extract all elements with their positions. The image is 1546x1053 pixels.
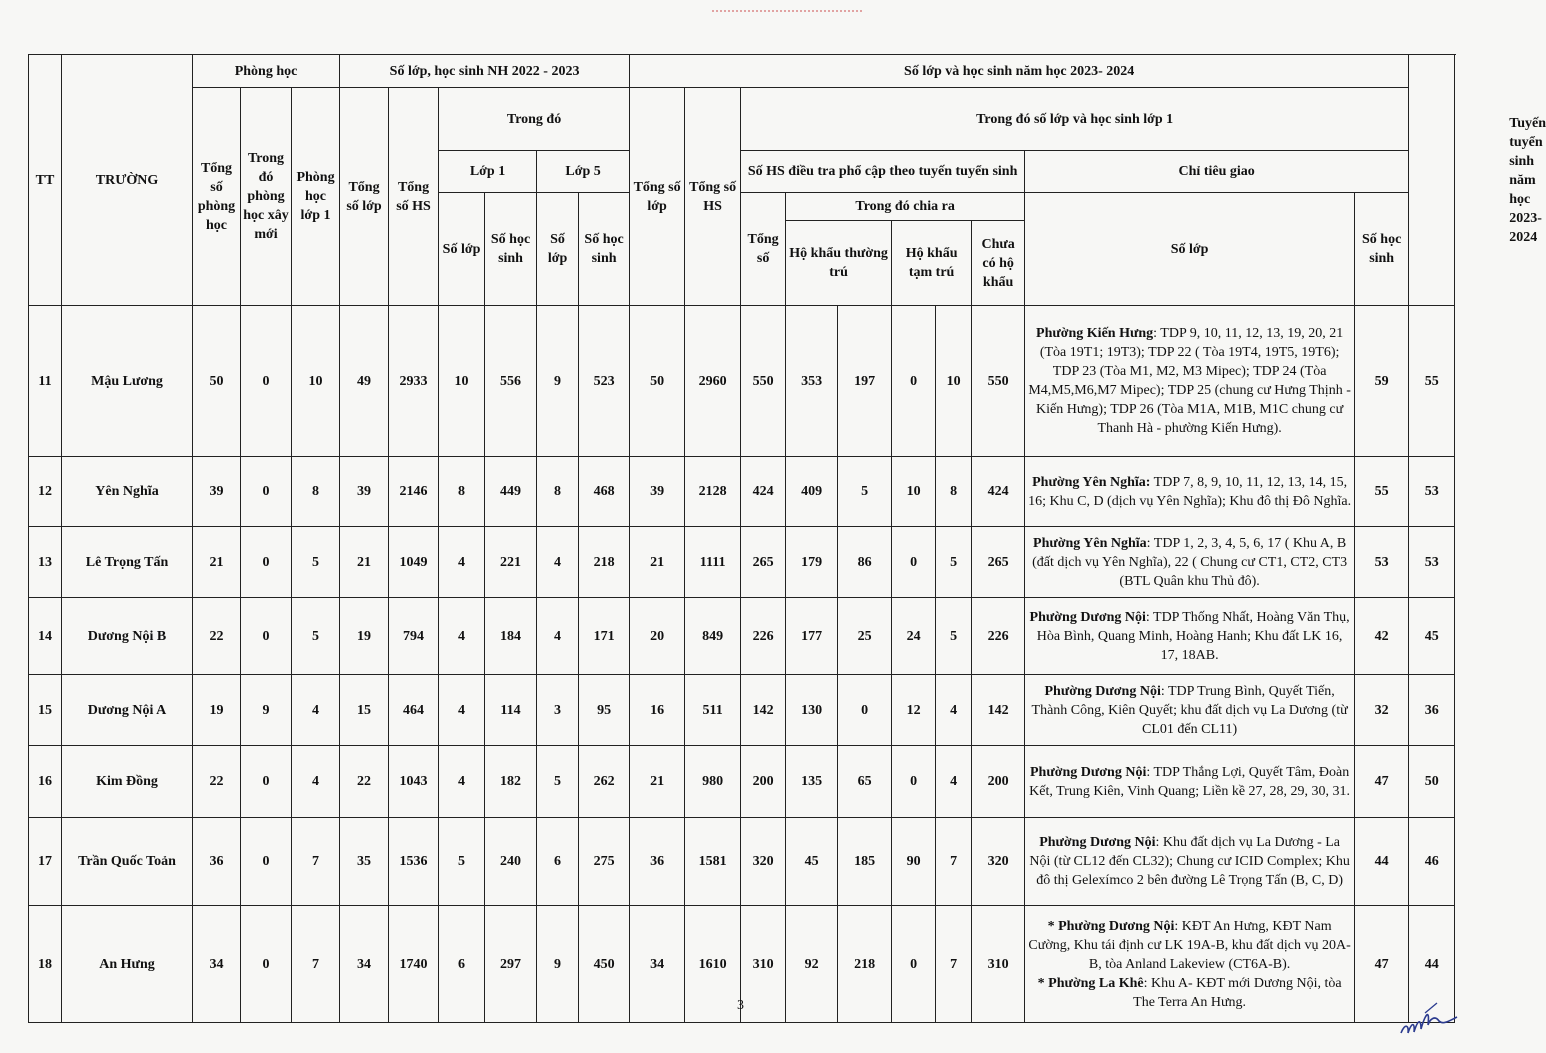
data-cell: 2128: [685, 457, 741, 527]
data-cell: 15: [340, 675, 389, 746]
data-cell: 90: [892, 818, 936, 906]
school-name: Dương Nội A: [62, 675, 193, 746]
school-name: An Hưng: [62, 906, 193, 1023]
data-cell: 177: [786, 598, 838, 675]
data-cell: 22: [193, 598, 241, 675]
data-cell: 4: [292, 746, 340, 818]
zone-detail: : Khu đất dịch vụ La Dương - La Nội (từ CL12 đến CL32); Chung cư ICID Complex; Khu đô thị Gelexímco 2 bên đường Lê Trọng Tấn (B, C, D): [1029, 835, 1350, 888]
header-ho-khau-thuong-tru: Hộ khẩu thường trú: [786, 221, 892, 306]
table-row: [29, 746, 1455, 818]
row-number: 12: [29, 457, 62, 527]
data-cell: 4: [936, 675, 972, 746]
zone-detail: TDP 7, 8, 9, 10, 11, 12, 13, 14, 15, 16; Khu C, D (dịch vụ Yên Nghĩa); Khu đô thị Đô Nghĩa.: [1028, 474, 1352, 509]
data-cell: 1610: [685, 906, 741, 1023]
data-cell: 464: [389, 675, 439, 746]
table-row: [29, 306, 1455, 457]
data-cell: 6: [439, 906, 485, 1023]
data-cell: 5: [439, 818, 485, 906]
data-cell: 4: [439, 598, 485, 675]
data-cell: 50: [193, 306, 241, 457]
data-cell: 468: [579, 457, 630, 527]
data-cell: 65: [838, 746, 892, 818]
data-cell: 4: [439, 527, 485, 598]
ratio-cell: 53: [1409, 527, 1455, 598]
row-number: 16: [29, 746, 62, 818]
ratio-cell: 45: [1409, 598, 1455, 675]
ratio-cell: 44: [1409, 906, 1455, 1023]
data-cell: 200: [741, 746, 786, 818]
data-cell: 8: [537, 457, 579, 527]
enrollment-zone: [1025, 306, 1355, 457]
data-cell: 92: [786, 906, 838, 1023]
table-row: [29, 527, 1455, 598]
row-number: 14: [29, 598, 62, 675]
ratio-cell: 46: [1409, 818, 1455, 906]
data-cell: 297: [485, 906, 537, 1023]
data-cell: 353: [786, 306, 838, 457]
data-cell: 4: [537, 527, 579, 598]
header-trong-do: Trong đó: [439, 88, 630, 151]
data-cell: 310: [741, 906, 786, 1023]
data-cell: 35: [340, 818, 389, 906]
ward-name: Phường Dương Nội: [1044, 683, 1161, 699]
header-nh-2022: Số lớp, học sinh NH 2022 - 2023: [340, 55, 630, 88]
data-cell: 218: [579, 527, 630, 598]
header-tong-so-lop-2022: Tổng số lớp: [340, 88, 389, 306]
data-cell: 5: [537, 746, 579, 818]
header-phong-hoc: Phòng học: [193, 55, 340, 88]
data-cell: 226: [972, 598, 1025, 675]
data-cell: 424: [972, 457, 1025, 527]
data-cell: 36: [630, 818, 685, 906]
data-cell: 34: [340, 906, 389, 1023]
data-cell: 1049: [389, 527, 439, 598]
data-cell: 1581: [685, 818, 741, 906]
data-cell: 9: [537, 906, 579, 1023]
data-cell: 523: [579, 306, 630, 457]
ward-name: Phường Dương Nội: [1039, 835, 1156, 850]
table-row: [29, 598, 1455, 675]
data-cell: 21: [630, 527, 685, 598]
enrollment-zone: [1025, 906, 1355, 1023]
header-phong-lop1: Phòng học lớp 1: [292, 88, 340, 306]
data-cell: 449: [485, 457, 537, 527]
ward-name: Phường Kiến Hưng: [1036, 326, 1154, 341]
data-cell: 4: [439, 675, 485, 746]
data-cell: 221: [485, 527, 537, 598]
ratio-cell: 53: [1355, 527, 1409, 598]
data-cell: 9: [241, 675, 292, 746]
data-cell: 10: [892, 457, 936, 527]
ratio-cell: 50: [1409, 746, 1455, 818]
data-cell: 1043: [389, 746, 439, 818]
data-cell: 2933: [389, 306, 439, 457]
header-tong-so-phong: Tổng số phòng học: [193, 88, 241, 306]
data-cell: 16: [630, 675, 685, 746]
data-cell: 310: [972, 906, 1025, 1023]
data-cell: 794: [389, 598, 439, 675]
ratio-cell: 53: [1409, 457, 1455, 527]
data-cell: 0: [892, 527, 936, 598]
header-tuyen-sinh: Tuyến tuyển sinh năm học 2023-2024: [1409, 55, 1455, 306]
data-cell: 550: [741, 306, 786, 457]
zone-detail: : TDP Trung Bình, Quyết Tiến, Thành Công, Kiên Quyết; khu đất dịch vụ La Dương (từ CL01 đến CL11): [1031, 683, 1348, 737]
data-cell: 5: [292, 598, 340, 675]
data-cell: 50: [630, 306, 685, 457]
data-cell: 24: [892, 598, 936, 675]
header-so-hs-ct: Số học sinh: [1355, 193, 1409, 306]
data-cell: 218: [838, 906, 892, 1023]
data-cell: 171: [579, 598, 630, 675]
school-name: Lê Trọng Tấn: [62, 527, 193, 598]
table-row: [29, 675, 1455, 746]
zone-entry: [1027, 324, 1352, 438]
table-body: [29, 306, 1455, 1023]
data-cell: 86: [838, 527, 892, 598]
data-cell: 182: [485, 746, 537, 818]
ratio-cell: 32: [1355, 675, 1409, 746]
zone-detail: : TDP 1, 2, 3, 4, 5, 6, 17 ( Khu A, B (đất dịch vụ Yên Nghĩa), 22 ( Chung cư CT1, CT2, CT3 (BTL Quân khu Thủ đô).: [1032, 535, 1348, 589]
table-row: [29, 457, 1455, 527]
data-cell: 19: [340, 598, 389, 675]
header-tong-so: Tổng số: [741, 193, 786, 306]
data-cell: 21: [630, 746, 685, 818]
zone-entry: [1027, 534, 1352, 591]
data-cell: 36: [193, 818, 241, 906]
data-cell: 8: [936, 457, 972, 527]
data-cell: 10: [936, 306, 972, 457]
data-cell: 262: [579, 746, 630, 818]
data-cell: 0: [892, 906, 936, 1023]
data-cell: 0: [241, 906, 292, 1023]
data-cell: 10: [439, 306, 485, 457]
data-cell: 5: [936, 598, 972, 675]
enrollment-zone: [1025, 598, 1355, 675]
data-cell: 0: [892, 746, 936, 818]
header-nh-2023: Số lớp và học sinh năm học 2023- 2024: [630, 55, 1409, 88]
zone-entry: [1027, 608, 1352, 665]
data-cell: 21: [340, 527, 389, 598]
ratio-cell: 55: [1355, 457, 1409, 527]
data-cell: 12: [892, 675, 936, 746]
data-cell: 1536: [389, 818, 439, 906]
header-phong-xay-moi: Trong đó phòng học xây mới: [241, 88, 292, 306]
data-cell: 4: [292, 675, 340, 746]
data-cell: 7: [936, 906, 972, 1023]
data-cell: 179: [786, 527, 838, 598]
header-so-lop-ct: Số lớp: [1025, 193, 1355, 306]
header-tong-so-lop-2023: Tổng số lớp: [630, 88, 685, 306]
data-cell: 114: [485, 675, 537, 746]
data-cell: 142: [972, 675, 1025, 746]
data-cell: 849: [685, 598, 741, 675]
data-cell: 39: [193, 457, 241, 527]
row-number: 17: [29, 818, 62, 906]
ward-name: Phường Dương Nội: [1029, 609, 1146, 625]
row-number: 15: [29, 675, 62, 746]
data-cell: 7: [936, 818, 972, 906]
data-cell: 3: [537, 675, 579, 746]
data-cell: 511: [685, 675, 741, 746]
data-cell: 7: [292, 818, 340, 906]
ratio-cell: 47: [1355, 906, 1409, 1023]
data-cell: 7: [292, 906, 340, 1023]
zone-detail: : TDP Thống Nhất, Hoàng Văn Thụ, Hòa Bình, Quang Minh, Hoàng Hanh; Khu đất LK 16, 17, 18AB.: [1036, 609, 1350, 663]
data-cell: 95: [579, 675, 630, 746]
ward-name: Phường Dương Nội: [1030, 764, 1147, 780]
ward-name: * Phường Dương Nội: [1047, 918, 1175, 934]
zone-entry: [1027, 833, 1352, 890]
enrollment-zone: [1025, 746, 1355, 818]
data-cell: 184: [485, 598, 537, 675]
header-lop1: Lớp 1: [439, 151, 537, 193]
school-enrollment-table: [28, 54, 1546, 1023]
data-cell: 4: [537, 598, 579, 675]
data-cell: 0: [241, 527, 292, 598]
header-chua-co-ho-khau: Chưa có hộ khẩu: [972, 221, 1025, 306]
school-name: Trần Quốc Toản: [62, 818, 193, 906]
data-cell: 320: [972, 818, 1025, 906]
data-cell: 265: [972, 527, 1025, 598]
data-cell: 34: [630, 906, 685, 1023]
ward-name: Phường Yên Nghĩa:: [1032, 474, 1151, 490]
data-cell: 5: [936, 527, 972, 598]
data-cell: 0: [241, 818, 292, 906]
school-name: Kim Đồng: [62, 746, 193, 818]
ratio-cell: 42: [1355, 598, 1409, 675]
enrollment-zone: [1025, 457, 1355, 527]
zone-entry: [1027, 473, 1352, 511]
enrollment-zone: [1025, 675, 1355, 746]
data-cell: 2146: [389, 457, 439, 527]
ward-name: Phường Yên Nghĩa: [1033, 535, 1147, 551]
data-cell: 39: [340, 457, 389, 527]
data-cell: 226: [741, 598, 786, 675]
data-cell: 550: [972, 306, 1025, 457]
page-number: 3: [737, 998, 744, 1013]
data-cell: 2960: [685, 306, 741, 457]
stamp-top-edge: [712, 0, 862, 12]
data-cell: 20: [630, 598, 685, 675]
ratio-cell: 36: [1409, 675, 1455, 746]
data-cell: 320: [741, 818, 786, 906]
table-row: [29, 818, 1455, 906]
school-name: Dương Nội B: [62, 598, 193, 675]
data-cell: 200: [972, 746, 1025, 818]
data-cell: 185: [838, 818, 892, 906]
data-cell: 0: [241, 306, 292, 457]
header-so-lop-l1: Số lớp: [439, 193, 485, 306]
data-cell: 6: [537, 818, 579, 906]
data-cell: 450: [579, 906, 630, 1023]
ward-name: * Phường La Khê: [1037, 975, 1144, 991]
data-cell: 34: [193, 906, 241, 1023]
data-cell: 142: [741, 675, 786, 746]
data-cell: 409: [786, 457, 838, 527]
data-cell: 1111: [685, 527, 741, 598]
header-so-hs-l5: Số học sinh: [579, 193, 630, 306]
data-cell: 265: [741, 527, 786, 598]
school-name: Mậu Lương: [62, 306, 193, 457]
data-cell: 39: [630, 457, 685, 527]
data-cell: 424: [741, 457, 786, 527]
data-cell: 8: [439, 457, 485, 527]
header-tong-so-hs-2022: Tổng số HS: [389, 88, 439, 306]
zone-detail: : TDP Thắng Lợi, Quyết Tâm, Đoàn Kết, Trung Kiên, Vinh Quang; Liền kề 27, 28, 29, 30, 31.: [1029, 764, 1351, 799]
data-cell: 21: [193, 527, 241, 598]
enrollment-zone: [1025, 818, 1355, 906]
header-tong-so-hs-2023: Tổng số HS: [685, 88, 741, 306]
data-cell: 10: [292, 306, 340, 457]
enrollment-zone: [1025, 527, 1355, 598]
data-cell: 197: [838, 306, 892, 457]
data-cell: 4: [439, 746, 485, 818]
data-cell: 22: [340, 746, 389, 818]
header-trong-do-lop1: Trong đó số lớp và học sinh lớp 1: [741, 88, 1409, 151]
ratio-cell: 59: [1355, 306, 1409, 457]
zone-entry: [1027, 682, 1352, 739]
data-cell: 9: [537, 306, 579, 457]
zone-entry: [1027, 763, 1352, 801]
header-lop5: Lớp 5: [537, 151, 630, 193]
data-cell: 240: [485, 818, 537, 906]
data-cell: 19: [193, 675, 241, 746]
header-so-hs-dieu-tra: Số HS điều tra phổ cập theo tuyến tuyển sinh: [741, 151, 1025, 193]
data-cell: 22: [193, 746, 241, 818]
header-school: TRƯỜNG: [62, 55, 193, 306]
zone-detail: : KĐT An Hưng, KĐT Nam Cường, Khu tái định cư LK 19A-B, khu đất dịch vụ 20A-B, tòa Anland Lakeview (CT6A-B).: [1028, 918, 1351, 972]
data-cell: 45: [786, 818, 838, 906]
data-cell: 0: [838, 675, 892, 746]
row-number: 11: [29, 306, 62, 457]
row-number: 13: [29, 527, 62, 598]
header-tt: TT: [29, 55, 62, 306]
zone-detail: : Khu A- KĐT mới Dương Nội, tòa The Terra An Hưng.: [1133, 975, 1342, 1010]
ratio-cell: 44: [1355, 818, 1409, 906]
header-ho-khau-tam-tru: Hộ khẩu tạm trú: [892, 221, 972, 306]
data-cell: 556: [485, 306, 537, 457]
zone-entry: [1027, 917, 1352, 974]
data-cell: 275: [579, 818, 630, 906]
data-cell: 5: [838, 457, 892, 527]
data-cell: 49: [340, 306, 389, 457]
header-so-hs-l1: Số học sinh: [485, 193, 537, 306]
header-so-lop-l5: Số lớp: [537, 193, 579, 306]
row-number: 18: [29, 906, 62, 1023]
data-cell: 25: [838, 598, 892, 675]
data-cell: 0: [241, 598, 292, 675]
data-cell: 0: [892, 306, 936, 457]
data-cell: 8: [292, 457, 340, 527]
header-chi-tieu-giao: Chỉ tiêu giao: [1025, 151, 1409, 193]
handwritten-signature: [1395, 995, 1465, 1045]
ratio-cell: 55: [1409, 306, 1455, 457]
data-cell: 5: [292, 527, 340, 598]
data-cell: 130: [786, 675, 838, 746]
ratio-cell: 47: [1355, 746, 1409, 818]
header-trong-do-chia-ra: Trong đó chia ra: [786, 193, 1025, 221]
zone-entry: [1027, 974, 1352, 1012]
data-cell: 0: [241, 746, 292, 818]
data-cell: 0: [241, 457, 292, 527]
zone-detail: : TDP 9, 10, 11, 12, 13, 19, 20, 21 (Tòa 19T1; 19T3); TDP 22 ( Tòa 19T4, 19T5, 19T6); TDP 23 (Tòa M1, M2, M3 Mipec); TDP 24 (Tòa M4,M5,M6,M7 Mipec); TDP 25 (chung cư Hưng Thịnh - Kiến Hưng); TDP 26 (Tòa M1A, M1B, M1C chung cư Thanh Hà - phường Kiến Hưng).: [1028, 326, 1351, 436]
data-cell: 135: [786, 746, 838, 818]
school-name: Yên Nghĩa: [62, 457, 193, 527]
data-cell: 980: [685, 746, 741, 818]
data-cell: 1740: [389, 906, 439, 1023]
data-cell: 4: [936, 746, 972, 818]
